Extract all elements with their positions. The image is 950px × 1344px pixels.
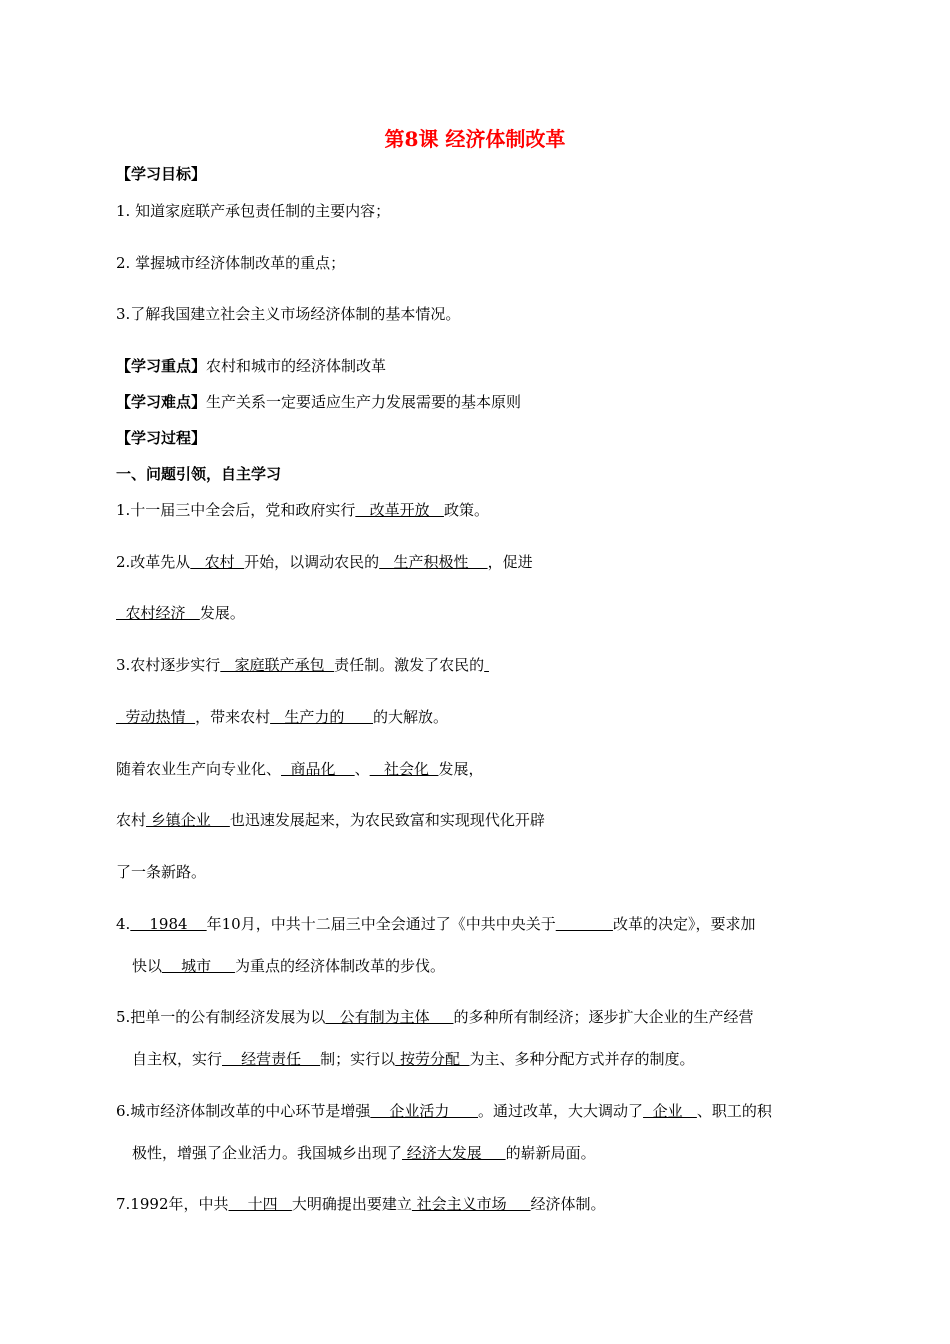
question-5	[116, 1007, 754, 1027]
question-2	[116, 552, 533, 572]
question-6	[116, 1101, 772, 1121]
q3-text-a: 3.农村逐步实行	[116, 656, 221, 674]
question-5-cont	[132, 1049, 695, 1069]
question-3-line-5: 了一条新路。	[116, 863, 207, 881]
key-point-text: 农村和城市的经济体制改革	[206, 357, 387, 375]
question-4-cont	[132, 956, 445, 976]
q4-answer-2: 城市	[162, 957, 235, 975]
q4-blank	[556, 915, 613, 933]
q7-answer-1: 十四	[228, 1195, 292, 1213]
q6-text-a: 6.城市经济体制改革的中心环节是增强	[116, 1102, 371, 1120]
goals-heading: 【学习目标】	[116, 165, 207, 183]
q5-text-a: 5.把单一的公有制经济发展为以	[116, 1008, 326, 1026]
q6-answer-3: 经济大发展	[402, 1144, 506, 1162]
q4-text-a: 4.	[116, 915, 131, 933]
q1-answer-1: 改革开放	[355, 501, 444, 519]
q2-answer-2: 生产积极性	[379, 553, 488, 571]
q3-answer-4: 商品化	[281, 760, 355, 778]
question-4	[116, 914, 755, 934]
q3-blank-end	[484, 656, 489, 674]
q3-answer-6: 乡镇企业	[146, 811, 230, 829]
key-point	[116, 356, 386, 376]
q3-answer-3: 生产力的	[270, 708, 374, 726]
q3-answer-2: 劳动热情	[116, 708, 196, 726]
q1-text-c: 政策。	[443, 501, 489, 519]
question-2-cont	[116, 603, 245, 623]
q3-text-f: ，带来农村	[195, 708, 271, 726]
q6-answer-1: 企业活力	[370, 1102, 479, 1120]
difficulty-text: 生产关系一定要适应生产力发展需要的基本原则	[206, 393, 522, 411]
question-6-cont	[132, 1143, 596, 1163]
q4-text-d: 改革的决定》，要求加	[612, 915, 756, 933]
q2-text-d: ，促进	[487, 553, 533, 571]
question-3-line-3	[116, 759, 484, 779]
q4-text-c: 年10月，中共十二届三中全会通过了《中共中央关于	[206, 915, 556, 933]
q5-answer-2: 经营责任	[222, 1050, 321, 1068]
q3-text-i: 、	[354, 760, 370, 778]
q3-text-l: 也迅速发展起来，为农民致富和实现现代化开辟	[229, 811, 545, 829]
q3-text-h: 随着农业生产向专业化、	[116, 760, 282, 778]
lesson-title: 第8课 经济体制改革	[384, 127, 566, 151]
q6-text-c: 。通过改革，大大调动了	[478, 1102, 644, 1120]
q7-text-a: 7.1992年，中共	[116, 1195, 229, 1213]
process-heading: 【学习过程】	[116, 429, 207, 447]
q6-answer-2: 企业	[643, 1102, 697, 1120]
q3-text-c: 责任制。激发了农民的	[334, 656, 485, 674]
q2-answer-3: 农村经济	[116, 604, 200, 622]
q4-text-f: 为重点的经济体制改革的步伐。	[234, 957, 445, 975]
question-1	[116, 500, 489, 520]
q6-text-d: 、职工的积	[696, 1102, 772, 1120]
q6-text-e: 极性，增强了企业活力。我国城乡出现了	[132, 1144, 403, 1162]
q2-answer-1: 农村	[190, 553, 245, 571]
question-3-line-2	[116, 707, 448, 727]
section-heading: 一、问题引领，自主学习	[116, 465, 282, 483]
q5-text-g: 为主、多种分配方式并存的制度。	[469, 1050, 695, 1068]
q3-text-g: 的大解放。	[373, 708, 449, 726]
q4-answer-1: 1984	[130, 915, 207, 933]
q7-answer-2: 社会主义市场	[411, 1195, 531, 1213]
key-point-label: 【学习重点】	[116, 357, 207, 375]
goal-item-1: 1. 知道家庭联产承包责任制的主要内容；	[116, 202, 391, 220]
goal-item-2: 2. 掌握城市经济体制改革的重点；	[116, 254, 346, 272]
q6-text-f: 的崭新局面。	[505, 1144, 596, 1162]
difficulty-point	[116, 392, 521, 412]
q5-text-d: 自主权，实行	[132, 1050, 223, 1068]
q3-answer-5: 社会化	[369, 760, 439, 778]
q7-text-d: 经济体制。	[530, 1195, 606, 1213]
q3-text-k: 农村	[116, 811, 147, 829]
q5-text-c: 的多种所有制经济；逐步扩大企业的生产经营	[453, 1008, 754, 1026]
question-7	[116, 1194, 606, 1214]
question-3	[116, 655, 489, 675]
q7-text-c: 大明确提出要建立	[291, 1195, 412, 1213]
difficulty-label: 【学习难点】	[116, 393, 207, 411]
goal-item-3: 3.了解我国建立社会主义市场经济体制的基本情况。	[116, 305, 461, 323]
q3-text-j: 发展，	[438, 760, 484, 778]
q3-answer-1: 家庭联产承包	[220, 656, 335, 674]
question-3-line-4	[116, 810, 545, 830]
q4-text-e: 快以	[132, 957, 163, 975]
q2-text-f: 发展。	[199, 604, 245, 622]
q1-text-a: 1.十一届三中全会后，党和政府实行	[116, 501, 356, 519]
q2-text-c: 开始，以调动农民的	[244, 553, 380, 571]
q5-text-f: 制；实行以	[320, 1050, 396, 1068]
q5-answer-1: 公有制为主体	[325, 1008, 454, 1026]
q2-text-a: 2.改革先从	[116, 553, 191, 571]
q5-answer-3: 按劳分配	[395, 1050, 470, 1068]
